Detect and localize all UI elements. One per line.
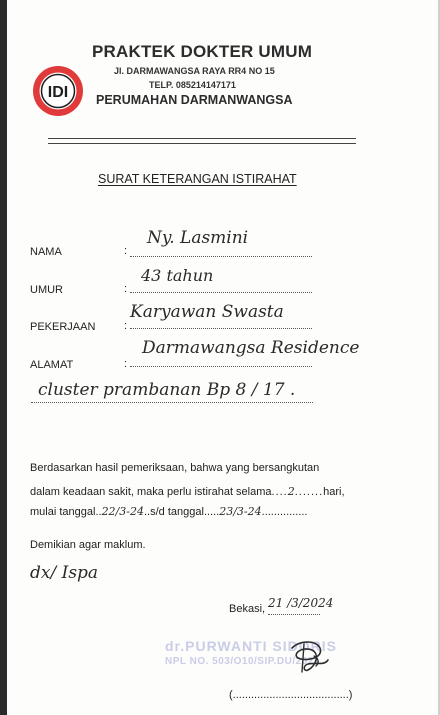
clinic-address: Jl. DARMAWANGSA RAYA RR4 NO 15 xyxy=(114,66,275,76)
umur-colon: : xyxy=(124,283,128,295)
body-line-2-prefix: dalam keadaan sakit, maka perlu istirahat selama xyxy=(30,486,272,498)
alamat-value-line2: cluster prambanan Bp 8 / 17 . xyxy=(38,380,296,400)
pekerjaan-label: PEKERJAAN xyxy=(30,321,96,333)
umur-label: UMUR xyxy=(30,284,63,296)
signoff-date: 21 /3/2024 xyxy=(268,596,334,610)
diagnosis-note: dx/ Ispa xyxy=(30,563,99,583)
nama-dotted-line xyxy=(130,256,312,257)
signoff-place: Bekasi, xyxy=(229,603,266,615)
body-line-3: mulai tanggal..22/3-24..s/d tanggal.....23/3-24............... xyxy=(30,505,308,518)
alamat-colon: : xyxy=(124,358,128,370)
logo-letters: IDI xyxy=(47,84,69,101)
end-date: 23/3-24 xyxy=(219,505,262,518)
nama-label: NAMA xyxy=(30,246,62,258)
pekerjaan-value: Karyawan Swasta xyxy=(130,302,284,322)
umur-dotted-line xyxy=(130,292,312,293)
signoff-date-line xyxy=(268,614,320,615)
start-date: 22/3-24 xyxy=(101,505,144,518)
body-line-2: dalam keadaan sakit, maka perlu istirahat selama....2.......hari, xyxy=(30,485,345,498)
rest-days: 2 xyxy=(287,485,295,498)
header-rule-bottom xyxy=(48,143,356,144)
stamp-doctor-name: dr.PURWANTI SIDORIS xyxy=(165,638,337,654)
scan-left-border xyxy=(0,0,7,715)
clinic-phone: TELP. 085214147171 xyxy=(149,80,236,90)
body-line-2-suffix: hari, xyxy=(323,486,345,498)
clinic-area: PERUMAHAN DARMANWANGSA xyxy=(96,93,293,107)
body-line-3-mid: s/d tanggal xyxy=(150,506,204,518)
alamat-value-line1: Darmawangsa Residence xyxy=(142,338,360,358)
header-rule-top xyxy=(48,138,356,139)
doctor-signature xyxy=(286,636,332,676)
body-line-1: Berdasarkan hasil pemeriksaan, bahwa yang bersangkutan xyxy=(30,462,320,474)
pekerjaan-colon: : xyxy=(124,320,128,332)
stamp-license-number: NPL NO. 503/O10/SIP.DU/2021 xyxy=(165,656,320,667)
alamat-dotted-line xyxy=(130,366,312,367)
alamat-label: ALAMAT xyxy=(30,359,74,371)
nama-colon: : xyxy=(124,245,128,257)
pekerjaan-dotted-line xyxy=(130,328,312,329)
idi-logo xyxy=(31,64,85,118)
umur-value: 43 tahun xyxy=(141,266,214,285)
nama-value: Ny. Lasmini xyxy=(147,228,249,248)
alamat-dotted-line-2 xyxy=(31,402,313,403)
closing-text: Demikian agar maklum. xyxy=(30,539,146,551)
clinic-title: PRAKTEK DOKTER UMUM xyxy=(92,42,313,61)
body-line-3-prefix: mulai tanggal xyxy=(30,506,96,518)
doctor-name-placeholder: (......................................) xyxy=(229,689,353,701)
document-title: SURAT KETERANGAN ISTIRAHAT xyxy=(98,172,297,186)
